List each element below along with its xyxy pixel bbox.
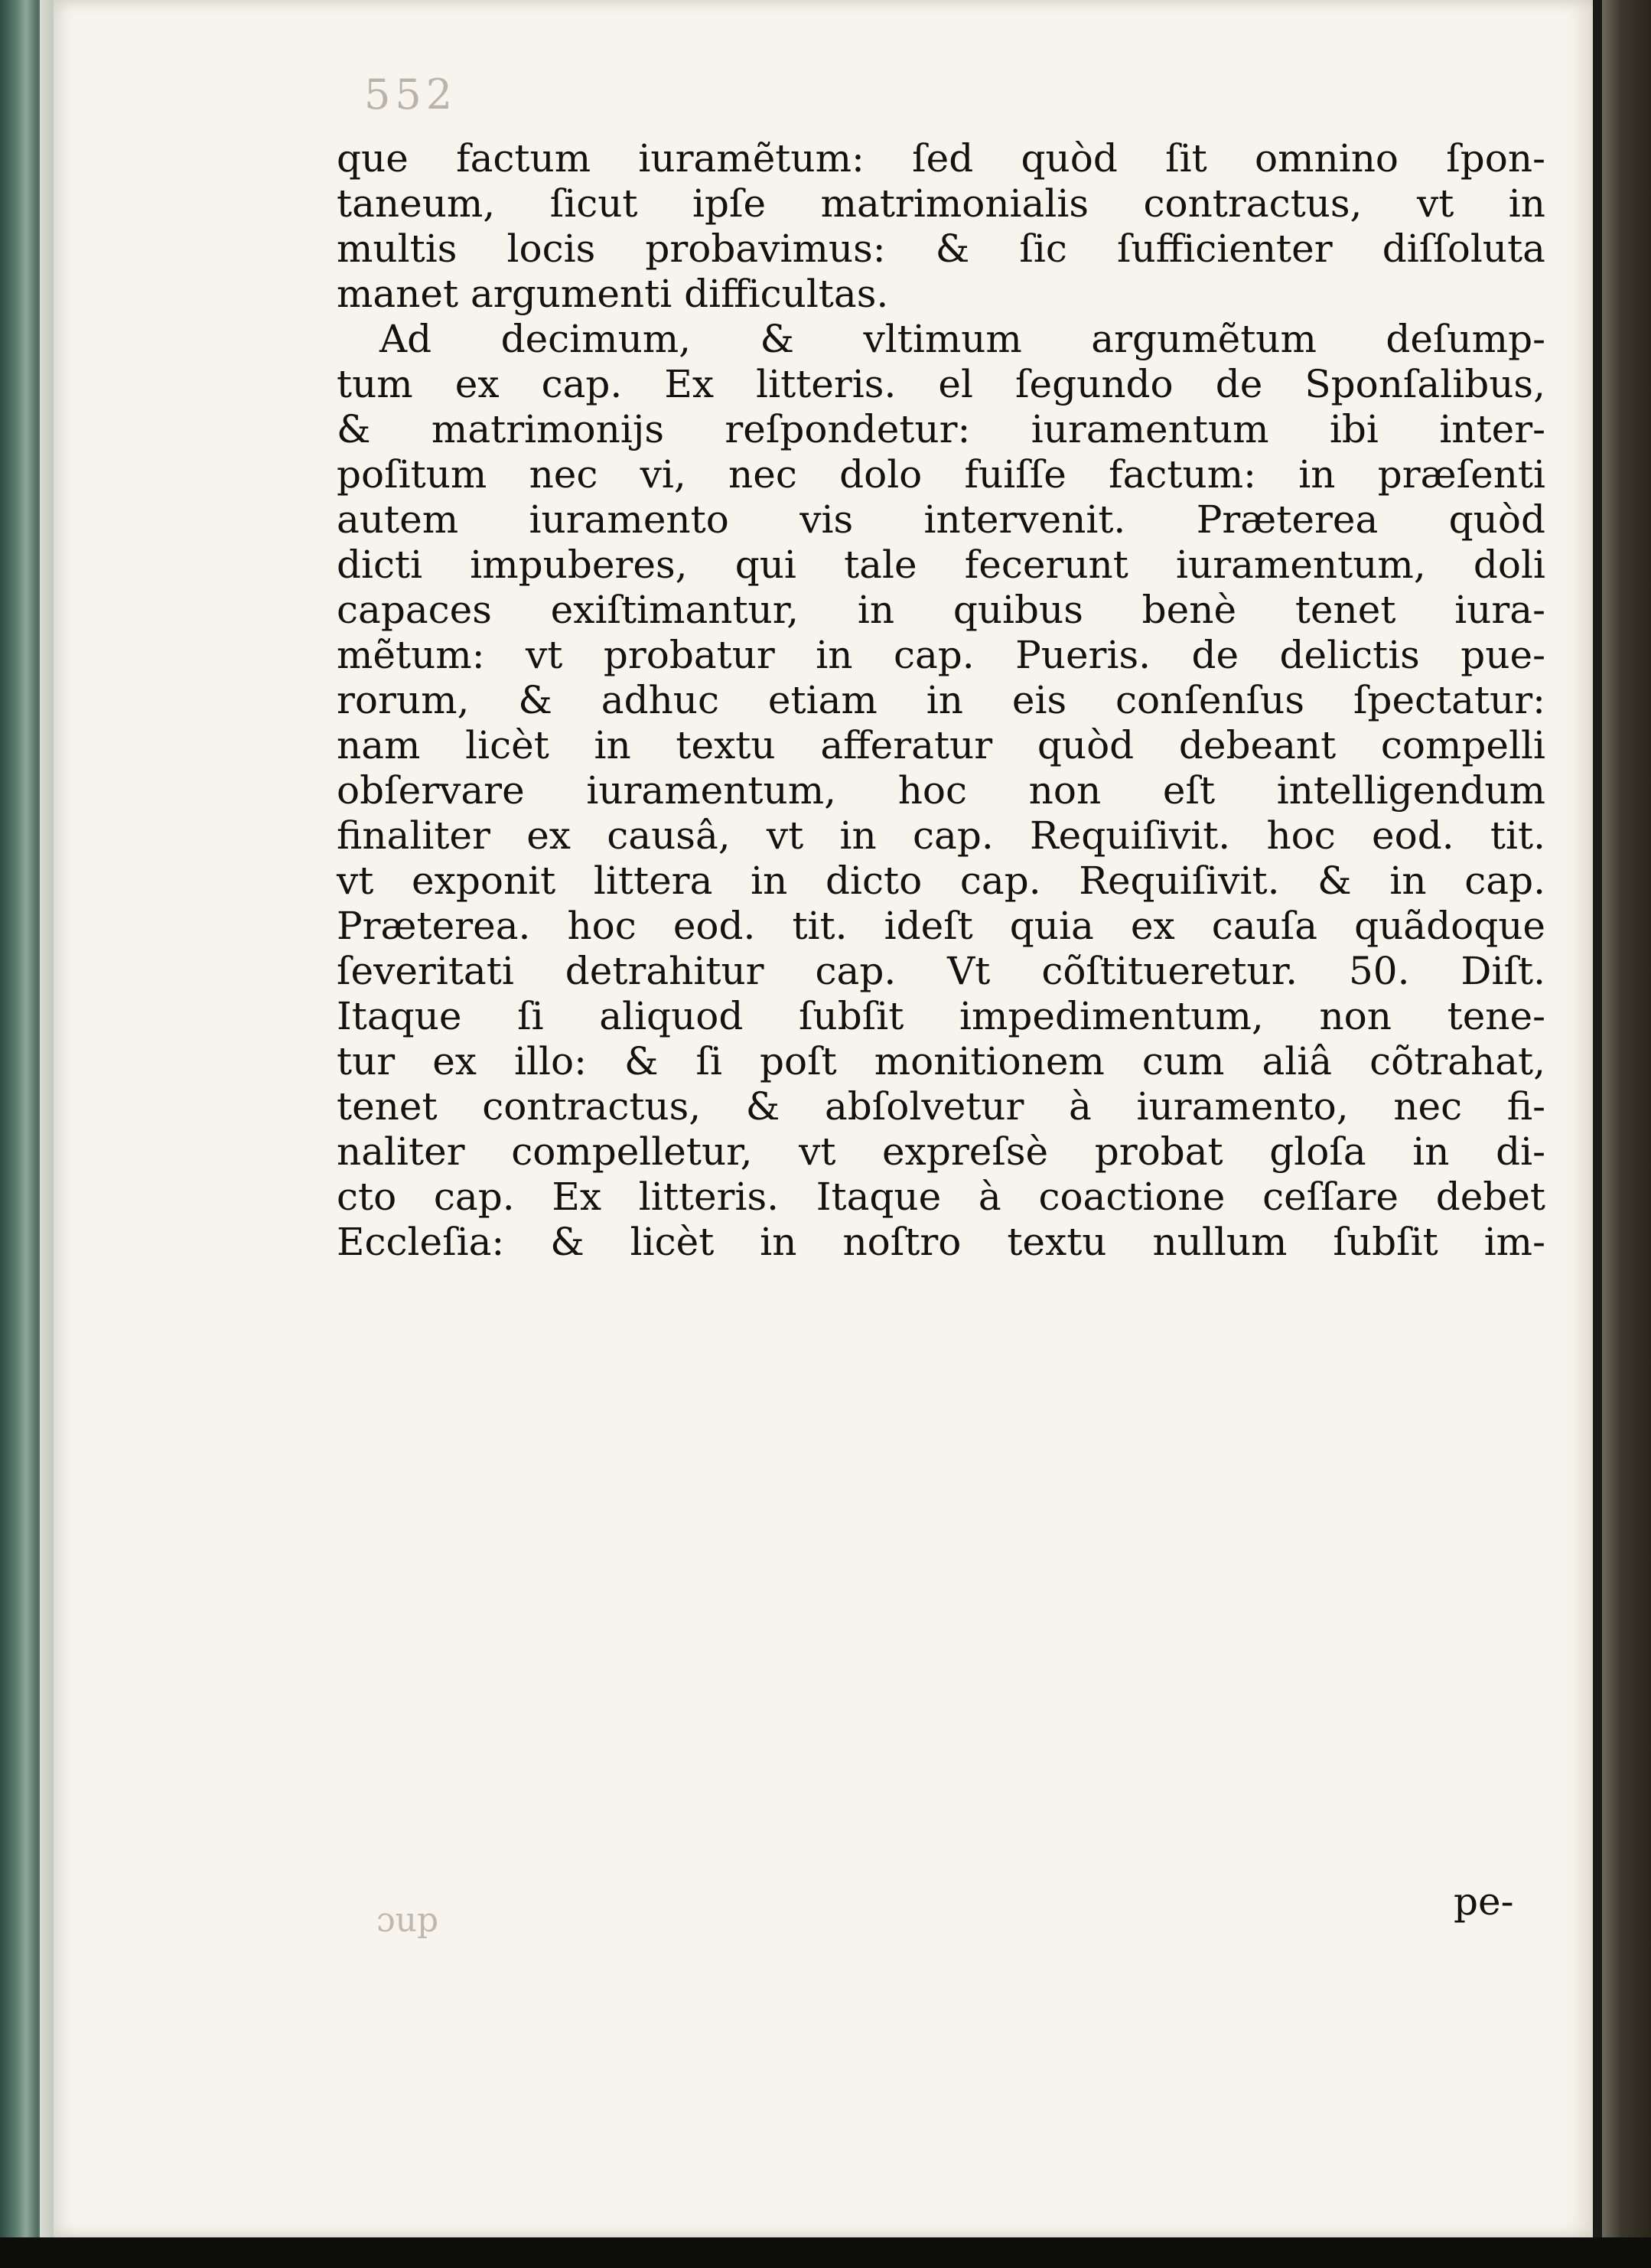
text-line: obſervare iuramentum, hoc non eſt intelligendum: [337, 768, 1545, 813]
body-text: [337, 136, 1545, 1265]
bleed-through-text: ɔup: [376, 1901, 439, 1940]
text-line: rorum, & adhuc etiam in eis conſenſus ſpectatur:: [337, 678, 1545, 722]
page-number: 552: [364, 70, 458, 119]
text-line: capaces exiſtimantur, in quibus benè tenet iura-: [337, 588, 1545, 632]
text-line: tum ex cap. Ex litteris. el ſegundo de Sponſalibus,: [337, 362, 1545, 406]
text-line: cto cap. Ex litteris. Itaque à coactione ceſſare debet: [337, 1175, 1545, 1219]
text-line: tenet contractus, & abſolvetur à iuramento, nec fi-: [337, 1084, 1545, 1129]
text-line: tur ex illo: & ſi poſt monitionem cum aliâ cõtrahat,: [337, 1039, 1545, 1083]
text-line: taneum, ſicut ipſe matrimonialis contractus, vt in: [337, 181, 1545, 226]
text-line: mẽtum: vt probatur in cap. Pueris. de delictis pue-: [337, 633, 1545, 677]
text-line: nam licèt in textu afferatur quòd debeant compelli: [337, 723, 1545, 767]
text-line: multis locis probavimus: & ſic ſufficienter diſſoluta: [337, 226, 1545, 271]
text-line: poſitum nec vi, nec dolo fuiſſe factum: in præſenti: [337, 452, 1545, 497]
text-line: que factum iuramẽtum: ſed quòd ſit omnino ſpon-: [337, 136, 1545, 181]
text-line: vt exponit littera in dicto cap. Requiſivit. & in cap.: [337, 859, 1545, 903]
paragraph-first-line: Ad decimum, & vltimum argumẽtum deſump-: [379, 317, 1545, 361]
book-board-right: [1602, 0, 1651, 2268]
text-line: autem iuramento vis intervenit. Præterea quòd: [337, 497, 1545, 542]
text-line: manet argumenti difficultas.: [337, 272, 889, 316]
text-line: naliter compelletur, vt expreſsè probat gloſa in di-: [337, 1129, 1545, 1174]
text-line: Eccleſia: & licèt in noſtro textu nullum ſubſit im-: [337, 1220, 1545, 1264]
text-line: ſeveritati detrahitur cap. Vt cõſtitueretur. 50. Diſt.: [337, 949, 1545, 993]
text-line: Itaque ſi aliquod ſubſit impedimentum, non tene-: [337, 994, 1545, 1038]
scan-bottom-edge: [0, 2237, 1651, 2268]
catchword: pe-: [1454, 1879, 1514, 1924]
text-line: dicti impuberes, qui tale fecerunt iuramentum, doli: [337, 543, 1545, 587]
text-line: finaliter ex causâ, vt in cap. Requiſivit. hoc eod. tit.: [337, 813, 1545, 858]
text-line: Præterea. hoc eod. tit. ideſt quia ex cauſa quãdoque: [337, 904, 1545, 948]
text-line: & matrimonijs reſpondetur: iuramentum ibi inter-: [337, 407, 1545, 451]
